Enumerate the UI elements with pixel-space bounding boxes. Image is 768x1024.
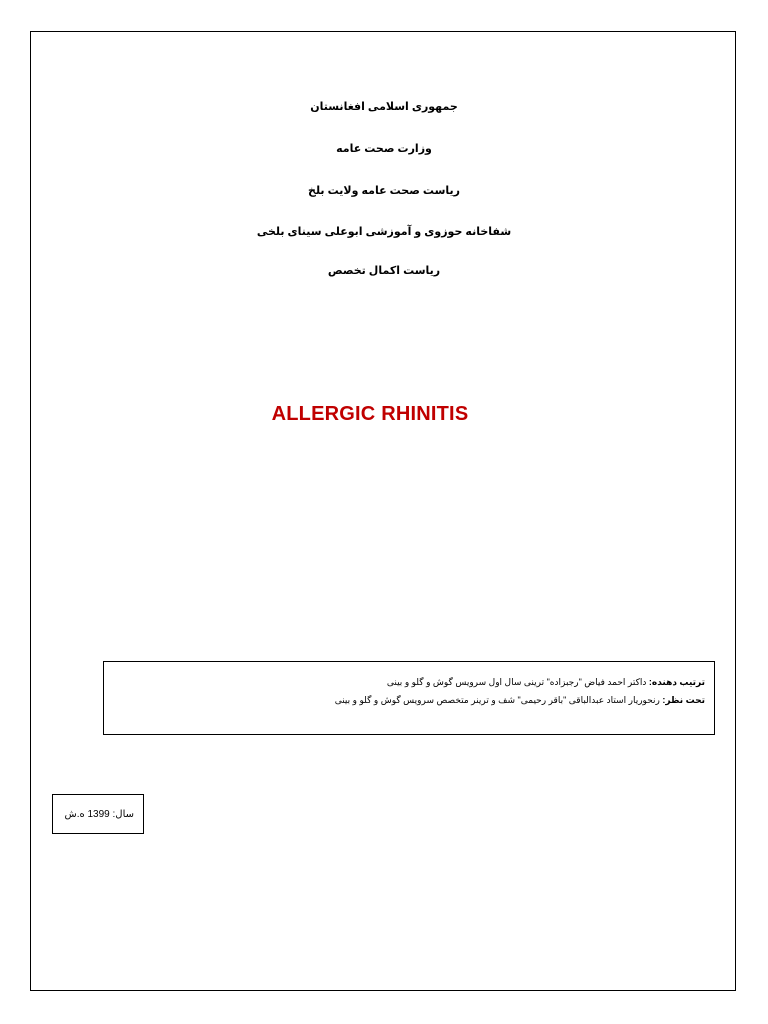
header-line-ministry: وزارت صحت عامه <box>336 143 432 155</box>
credits-box <box>103 661 715 735</box>
credit-row-prepared-by <box>113 676 705 688</box>
header-line-hospital: شفاخانه حوزوی و آموزشی ابوعلی سینای بلخی <box>256 226 512 238</box>
header-line-specialization: ریاست اکمال تخصص <box>327 265 441 277</box>
year-box: سال: 1399 ه.ش <box>52 794 144 834</box>
supervised-by-value: رنحوریار استاد عبدالباقی "باقر رحیمی" شف و ترینر متخصص سرویس گوش و گلو و بینی <box>334 695 663 705</box>
supervised-by-label: تحت نظر: <box>662 695 705 705</box>
credit-row-supervised-by <box>113 694 705 706</box>
document-title: ALLERGIC RHINITIS <box>271 403 469 425</box>
prepared-by-label: ترتیب دهنده: <box>648 677 705 687</box>
header-line-country: جمهوری اسلامی افغانستان <box>310 101 458 113</box>
header-line-directorate: ریاست صحت عامه ولایت بلخ <box>308 185 460 197</box>
prepared-by-value: داکتر احمد فیاض "رجبزاده" ترینی سال اول سرویس گوش و گلو و بینی <box>386 677 649 687</box>
page-border <box>30 31 736 991</box>
